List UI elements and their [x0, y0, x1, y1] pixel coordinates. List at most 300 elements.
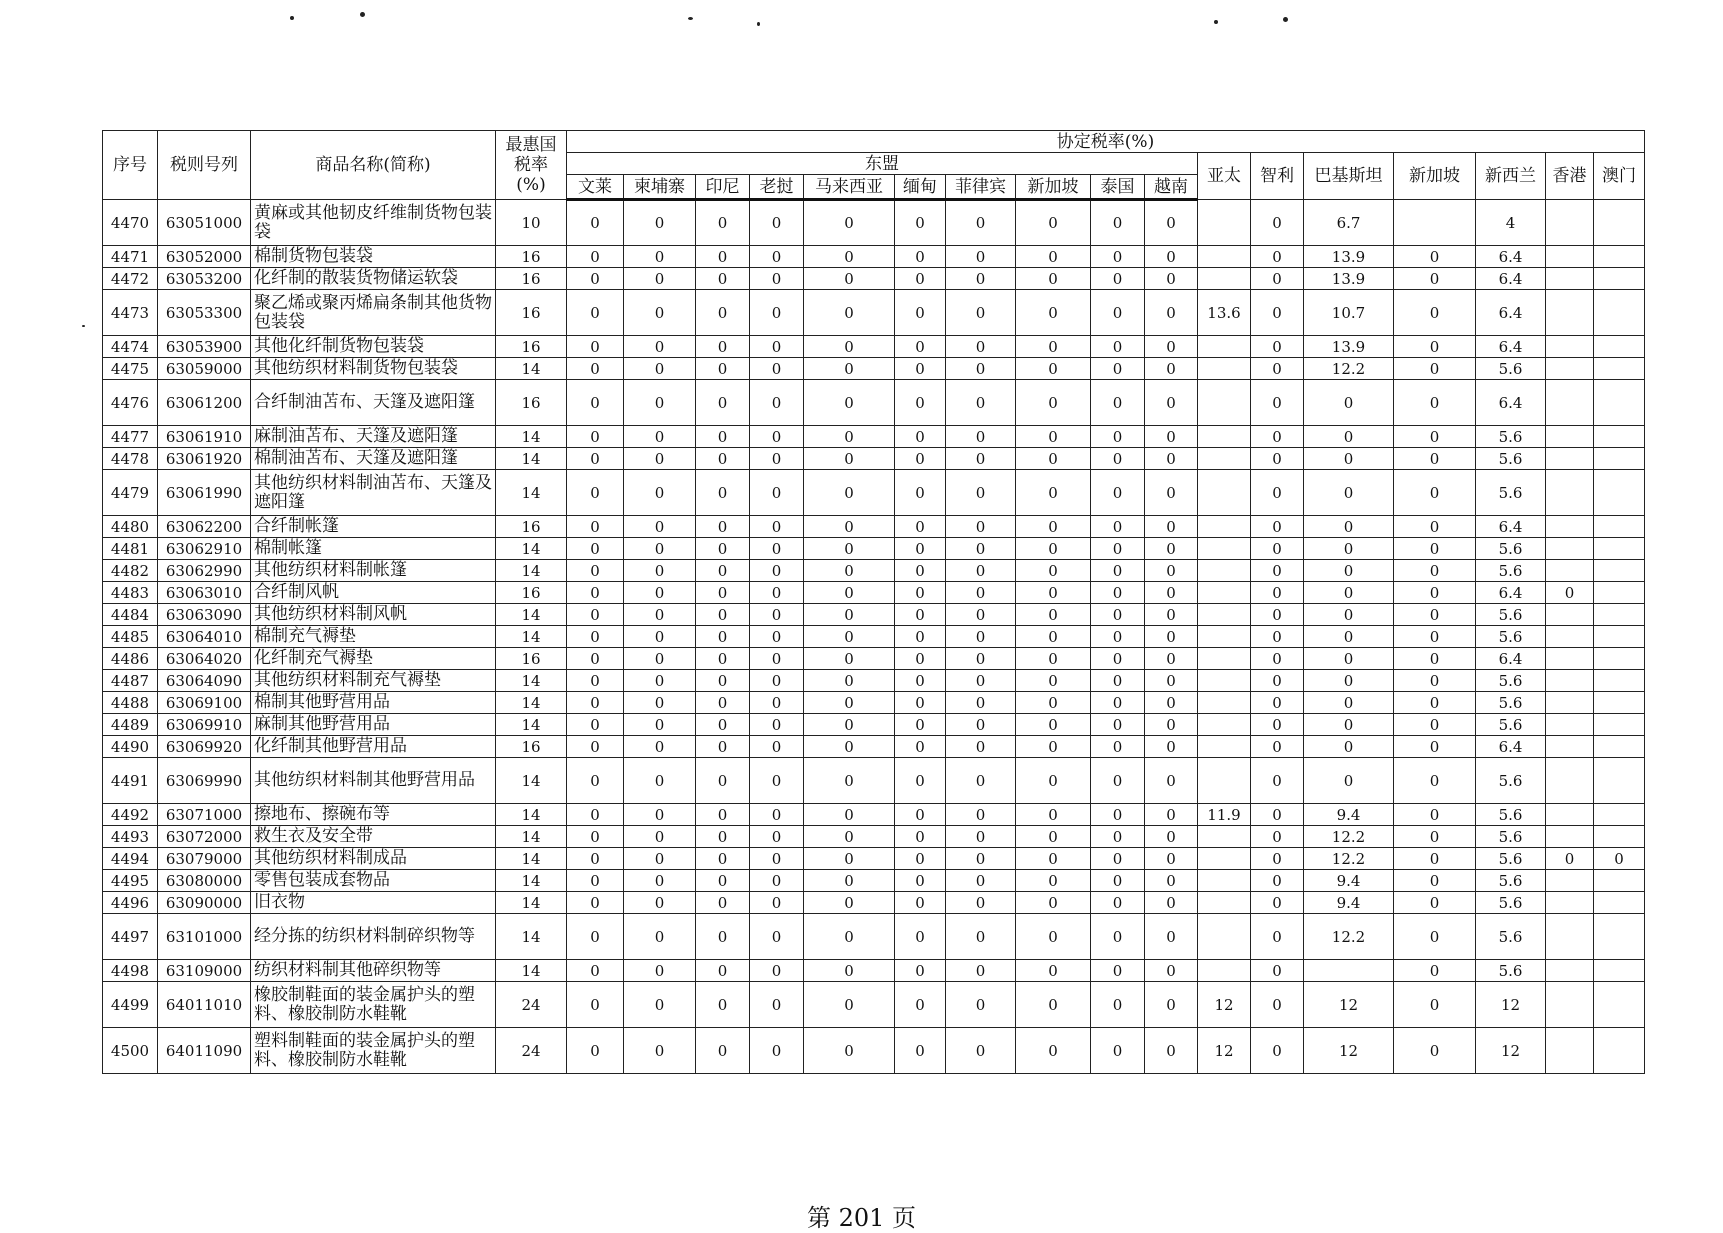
page-number: 第 201 页 — [806, 1204, 917, 1232]
scan-speck — [688, 17, 693, 20]
cell-agreement-rate — [1594, 538, 1645, 560]
header-mfn-rate: 最惠国 税率 (%) — [496, 131, 567, 200]
cell-agreement-rate — [1594, 268, 1645, 290]
header-agreement-rate: 协定税率(%) — [567, 131, 1645, 153]
header-asean-country: 马来西亚 — [804, 175, 895, 200]
cell-agreement-rate: 0 — [1251, 516, 1304, 538]
cell-mfn-rate: 16 — [496, 736, 567, 758]
cell-asean-rate: 0 — [696, 960, 750, 982]
cell-asean-rate: 0 — [750, 538, 804, 560]
cell-agreement-rate: 0 — [1394, 290, 1476, 336]
cell-name: 其他纺织材料制充气褥垫 — [251, 670, 496, 692]
cell-asean-rate: 0 — [804, 246, 895, 268]
cell-agreement-rate: 0 — [1251, 692, 1304, 714]
cell-asean-rate: 0 — [1091, 848, 1145, 870]
cell-seq: 4486 — [103, 648, 158, 670]
cell-mfn-rate: 14 — [496, 892, 567, 914]
cell-agreement-rate: 0 — [1394, 246, 1476, 268]
cell-agreement-rate: 0 — [1304, 426, 1394, 448]
cell-agreement-rate: 5.6 — [1476, 426, 1546, 448]
cell-code: 63069100 — [158, 692, 251, 714]
cell-agreement-rate: 13.9 — [1304, 246, 1394, 268]
cell-code: 63052000 — [158, 246, 251, 268]
cell-asean-rate: 0 — [750, 1028, 804, 1074]
cell-mfn-rate: 14 — [496, 538, 567, 560]
cell-agreement-rate: 5.6 — [1476, 470, 1546, 516]
cell-agreement-rate: 0 — [1251, 448, 1304, 470]
table-row — [103, 336, 1645, 358]
cell-asean-rate: 0 — [567, 892, 624, 914]
cell-asean-rate: 0 — [804, 290, 895, 336]
cell-asean-rate: 0 — [1016, 582, 1091, 604]
cell-agreement-rate: 0 — [1251, 1028, 1304, 1074]
cell-agreement-rate: 12 — [1198, 982, 1251, 1028]
cell-asean-rate: 0 — [804, 804, 895, 826]
cell-asean-rate: 0 — [696, 336, 750, 358]
cell-asean-rate: 0 — [696, 736, 750, 758]
cell-asean-rate: 0 — [946, 448, 1016, 470]
cell-agreement-rate: 5.6 — [1476, 892, 1546, 914]
cell-agreement-rate: 0 — [1394, 380, 1476, 426]
cell-agreement-rate: 6.4 — [1476, 336, 1546, 358]
header-asean-country: 缅甸 — [895, 175, 946, 200]
cell-agreement-rate — [1546, 336, 1594, 358]
cell-code: 63061910 — [158, 426, 251, 448]
cell-asean-rate: 0 — [567, 804, 624, 826]
cell-seq: 4473 — [103, 290, 158, 336]
cell-agreement-rate — [1546, 200, 1594, 246]
cell-agreement-rate: 0 — [1546, 582, 1594, 604]
cell-seq: 4480 — [103, 516, 158, 538]
cell-asean-rate: 0 — [1145, 290, 1198, 336]
cell-agreement-rate — [1594, 758, 1645, 804]
cell-asean-rate: 0 — [624, 560, 696, 582]
cell-agreement-rate — [1546, 914, 1594, 960]
cell-agreement-rate — [1198, 670, 1251, 692]
cell-seq: 4471 — [103, 246, 158, 268]
cell-code: 63051000 — [158, 200, 251, 246]
cell-asean-rate: 0 — [696, 426, 750, 448]
cell-asean-rate: 0 — [1145, 714, 1198, 736]
cell-asean-rate: 0 — [946, 516, 1016, 538]
cell-agreement-rate: 0 — [1304, 692, 1394, 714]
cell-asean-rate: 0 — [804, 892, 895, 914]
cell-asean-rate: 0 — [750, 714, 804, 736]
cell-asean-rate: 0 — [696, 538, 750, 560]
cell-agreement-rate: 10.7 — [1304, 290, 1394, 336]
header-other-country: 香港 — [1546, 153, 1594, 200]
cell-agreement-rate: 0 — [1251, 200, 1304, 246]
cell-asean-rate: 0 — [946, 626, 1016, 648]
cell-code: 63069910 — [158, 714, 251, 736]
cell-asean-rate: 0 — [1091, 670, 1145, 692]
cell-asean-rate: 0 — [946, 604, 1016, 626]
cell-agreement-rate — [1546, 268, 1594, 290]
cell-asean-rate: 0 — [567, 670, 624, 692]
cell-asean-rate: 0 — [624, 648, 696, 670]
cell-agreement-rate — [1546, 960, 1594, 982]
cell-mfn-rate: 16 — [496, 516, 567, 538]
cell-agreement-rate — [1198, 848, 1251, 870]
cell-agreement-rate: 0 — [1251, 290, 1304, 336]
cell-name: 其他纺织材料制货物包装袋 — [251, 358, 496, 380]
cell-asean-rate: 0 — [696, 604, 750, 626]
cell-asean-rate: 0 — [804, 470, 895, 516]
cell-mfn-rate: 14 — [496, 804, 567, 826]
cell-asean-rate: 0 — [750, 804, 804, 826]
cell-code: 63053900 — [158, 336, 251, 358]
cell-agreement-rate — [1198, 648, 1251, 670]
cell-asean-rate: 0 — [895, 848, 946, 870]
cell-asean-rate: 0 — [696, 804, 750, 826]
cell-asean-rate: 0 — [1091, 914, 1145, 960]
cell-agreement-rate: 0 — [1394, 804, 1476, 826]
cell-agreement-rate: 0 — [1251, 538, 1304, 560]
cell-agreement-rate: 0 — [1394, 758, 1476, 804]
cell-asean-rate: 0 — [804, 268, 895, 290]
cell-asean-rate: 0 — [624, 268, 696, 290]
cell-asean-rate: 0 — [946, 1028, 1016, 1074]
cell-agreement-rate — [1546, 892, 1594, 914]
cell-asean-rate: 0 — [624, 538, 696, 560]
cell-agreement-rate: 0 — [1304, 714, 1394, 736]
cell-mfn-rate: 14 — [496, 626, 567, 648]
cell-asean-rate: 0 — [1016, 714, 1091, 736]
cell-agreement-rate: 5.6 — [1476, 626, 1546, 648]
cell-asean-rate: 0 — [895, 470, 946, 516]
cell-agreement-rate: 0 — [1594, 848, 1645, 870]
cell-agreement-rate: 5.6 — [1476, 804, 1546, 826]
cell-asean-rate: 0 — [804, 426, 895, 448]
cell-agreement-rate — [1198, 758, 1251, 804]
cell-agreement-rate — [1546, 692, 1594, 714]
cell-code: 63069990 — [158, 758, 251, 804]
cell-agreement-rate — [1546, 426, 1594, 448]
table-row — [103, 516, 1645, 538]
cell-agreement-rate: 0 — [1394, 648, 1476, 670]
cell-asean-rate: 0 — [1091, 426, 1145, 448]
table-row — [103, 804, 1645, 826]
cell-agreement-rate — [1546, 736, 1594, 758]
cell-mfn-rate: 10 — [496, 200, 567, 246]
cell-asean-rate: 0 — [1091, 626, 1145, 648]
cell-agreement-rate — [1594, 648, 1645, 670]
cell-agreement-rate: 0 — [1546, 848, 1594, 870]
cell-agreement-rate: 0 — [1394, 358, 1476, 380]
cell-agreement-rate: 0 — [1251, 426, 1304, 448]
cell-agreement-rate: 6.7 — [1304, 200, 1394, 246]
cell-name: 经分拣的纺织材料制碎织物等 — [251, 914, 496, 960]
cell-asean-rate: 0 — [696, 982, 750, 1028]
cell-agreement-rate: 0 — [1304, 448, 1394, 470]
cell-agreement-rate: 6.4 — [1476, 648, 1546, 670]
cell-agreement-rate — [1594, 982, 1645, 1028]
cell-asean-rate: 0 — [1016, 604, 1091, 626]
header-asean-country: 菲律宾 — [946, 175, 1016, 200]
cell-seq: 4472 — [103, 268, 158, 290]
cell-asean-rate: 0 — [624, 826, 696, 848]
cell-agreement-rate — [1198, 892, 1251, 914]
cell-name: 其他纺织材料制油苫布、天篷及遮阳篷 — [251, 470, 496, 516]
cell-asean-rate: 0 — [696, 670, 750, 692]
table-row — [103, 736, 1645, 758]
table-row — [103, 870, 1645, 892]
cell-agreement-rate — [1198, 538, 1251, 560]
cell-agreement-rate: 0 — [1304, 648, 1394, 670]
cell-agreement-rate — [1594, 200, 1645, 246]
cell-asean-rate: 0 — [750, 914, 804, 960]
cell-agreement-rate — [1198, 604, 1251, 626]
cell-code: 63053300 — [158, 290, 251, 336]
cell-agreement-rate — [1198, 960, 1251, 982]
cell-asean-rate: 0 — [750, 960, 804, 982]
cell-seq: 4497 — [103, 914, 158, 960]
cell-agreement-rate — [1198, 246, 1251, 268]
cell-agreement-rate: 0 — [1394, 714, 1476, 736]
cell-asean-rate: 0 — [946, 380, 1016, 426]
cell-agreement-rate — [1546, 982, 1594, 1028]
cell-agreement-rate — [1594, 604, 1645, 626]
cell-asean-rate: 0 — [946, 892, 1016, 914]
header-asean-country: 老挝 — [750, 175, 804, 200]
cell-asean-rate: 0 — [895, 870, 946, 892]
cell-mfn-rate: 16 — [496, 380, 567, 426]
cell-agreement-rate — [1594, 470, 1645, 516]
cell-agreement-rate: 6.4 — [1476, 516, 1546, 538]
cell-asean-rate: 0 — [946, 358, 1016, 380]
cell-asean-rate: 0 — [1145, 804, 1198, 826]
cell-mfn-rate: 16 — [496, 648, 567, 670]
cell-seq: 4483 — [103, 582, 158, 604]
cell-asean-rate: 0 — [1145, 516, 1198, 538]
cell-agreement-rate: 12 — [1476, 1028, 1546, 1074]
cell-asean-rate: 0 — [624, 470, 696, 516]
cell-asean-rate: 0 — [946, 960, 1016, 982]
cell-asean-rate: 0 — [750, 648, 804, 670]
cell-asean-rate: 0 — [696, 470, 750, 516]
cell-asean-rate: 0 — [1091, 648, 1145, 670]
cell-asean-rate: 0 — [567, 582, 624, 604]
cell-asean-rate: 0 — [1145, 560, 1198, 582]
cell-agreement-rate: 0 — [1394, 960, 1476, 982]
cell-agreement-rate: 0 — [1394, 582, 1476, 604]
cell-asean-rate: 0 — [946, 648, 1016, 670]
cell-asean-rate: 0 — [1016, 982, 1091, 1028]
header-other-country: 亚太 — [1198, 153, 1251, 200]
cell-asean-rate: 0 — [804, 758, 895, 804]
cell-asean-rate: 0 — [567, 336, 624, 358]
cell-agreement-rate: 0 — [1394, 604, 1476, 626]
cell-agreement-rate: 0 — [1251, 870, 1304, 892]
cell-asean-rate: 0 — [696, 246, 750, 268]
cell-agreement-rate: 0 — [1394, 268, 1476, 290]
cell-code: 63109000 — [158, 960, 251, 982]
cell-asean-rate: 0 — [1091, 582, 1145, 604]
cell-agreement-rate — [1546, 516, 1594, 538]
cell-asean-rate: 0 — [1016, 804, 1091, 826]
cell-asean-rate: 0 — [624, 692, 696, 714]
cell-asean-rate: 0 — [567, 648, 624, 670]
cell-agreement-rate: 0 — [1251, 914, 1304, 960]
cell-asean-rate: 0 — [1091, 960, 1145, 982]
cell-agreement-rate: 0 — [1394, 914, 1476, 960]
cell-asean-rate: 0 — [1145, 1028, 1198, 1074]
cell-agreement-rate — [1594, 448, 1645, 470]
cell-asean-rate: 0 — [895, 736, 946, 758]
cell-asean-rate: 0 — [946, 470, 1016, 516]
cell-agreement-rate: 5.6 — [1476, 714, 1546, 736]
cell-agreement-rate — [1546, 358, 1594, 380]
cell-asean-rate: 0 — [1145, 670, 1198, 692]
cell-seq: 4489 — [103, 714, 158, 736]
cell-asean-rate: 0 — [750, 892, 804, 914]
cell-seq: 4474 — [103, 336, 158, 358]
cell-asean-rate: 0 — [1145, 736, 1198, 758]
cell-code: 63072000 — [158, 826, 251, 848]
cell-agreement-rate: 0 — [1394, 848, 1476, 870]
cell-agreement-rate — [1546, 714, 1594, 736]
cell-asean-rate: 0 — [567, 200, 624, 246]
header-other-country: 巴基斯坦 — [1304, 153, 1394, 200]
cell-code: 63063090 — [158, 604, 251, 626]
cell-agreement-rate: 0 — [1394, 692, 1476, 714]
header-code: 税则号列 — [158, 131, 251, 200]
cell-agreement-rate: 5.6 — [1476, 448, 1546, 470]
cell-agreement-rate: 5.6 — [1476, 914, 1546, 960]
cell-asean-rate: 0 — [624, 290, 696, 336]
cell-agreement-rate: 12.2 — [1304, 358, 1394, 380]
cell-asean-rate: 0 — [696, 648, 750, 670]
cell-agreement-rate — [1198, 736, 1251, 758]
cell-asean-rate: 0 — [946, 336, 1016, 358]
cell-agreement-rate — [1546, 290, 1594, 336]
cell-agreement-rate — [1546, 870, 1594, 892]
cell-agreement-rate: 0 — [1394, 426, 1476, 448]
cell-agreement-rate: 5.6 — [1476, 870, 1546, 892]
cell-asean-rate: 0 — [804, 826, 895, 848]
cell-mfn-rate: 14 — [496, 470, 567, 516]
cell-asean-rate: 0 — [1091, 246, 1145, 268]
cell-asean-rate: 0 — [567, 604, 624, 626]
cell-asean-rate: 0 — [895, 604, 946, 626]
cell-agreement-rate: 0 — [1251, 626, 1304, 648]
cell-asean-rate: 0 — [1091, 268, 1145, 290]
cell-asean-rate: 0 — [804, 1028, 895, 1074]
cell-asean-rate: 0 — [696, 448, 750, 470]
cell-agreement-rate: 0 — [1251, 804, 1304, 826]
cell-name: 合纤制油苫布、天篷及遮阳篷 — [251, 380, 496, 426]
cell-asean-rate: 0 — [750, 516, 804, 538]
cell-asean-rate: 0 — [1145, 470, 1198, 516]
cell-agreement-rate: 0 — [1251, 848, 1304, 870]
cell-asean-rate: 0 — [1016, 960, 1091, 982]
cell-agreement-rate — [1546, 448, 1594, 470]
cell-code: 63064090 — [158, 670, 251, 692]
cell-agreement-rate: 13.6 — [1198, 290, 1251, 336]
cell-seq: 4482 — [103, 560, 158, 582]
cell-asean-rate: 0 — [895, 380, 946, 426]
cell-seq: 4470 — [103, 200, 158, 246]
cell-asean-rate: 0 — [696, 516, 750, 538]
cell-asean-rate: 0 — [1016, 380, 1091, 426]
cell-code: 63053200 — [158, 268, 251, 290]
cell-mfn-rate: 16 — [496, 336, 567, 358]
cell-asean-rate: 0 — [946, 848, 1016, 870]
cell-seq: 4492 — [103, 804, 158, 826]
cell-asean-rate: 0 — [1016, 560, 1091, 582]
cell-asean-rate: 0 — [750, 982, 804, 1028]
cell-asean-rate: 0 — [895, 448, 946, 470]
cell-agreement-rate: 0 — [1394, 448, 1476, 470]
cell-agreement-rate: 0 — [1251, 960, 1304, 982]
cell-asean-rate: 0 — [804, 538, 895, 560]
cell-agreement-rate: 0 — [1251, 268, 1304, 290]
cell-asean-rate: 0 — [1091, 200, 1145, 246]
cell-asean-rate: 0 — [895, 358, 946, 380]
cell-agreement-rate — [1198, 448, 1251, 470]
cell-agreement-rate: 6.4 — [1476, 582, 1546, 604]
cell-name: 救生衣及安全带 — [251, 826, 496, 848]
header-asean-country: 柬埔寨 — [624, 175, 696, 200]
cell-agreement-rate: 0 — [1394, 470, 1476, 516]
cell-asean-rate: 0 — [946, 870, 1016, 892]
cell-agreement-rate: 0 — [1304, 582, 1394, 604]
cell-asean-rate: 0 — [1016, 448, 1091, 470]
cell-mfn-rate: 14 — [496, 358, 567, 380]
cell-agreement-rate: 5.6 — [1476, 358, 1546, 380]
cell-agreement-rate: 13.9 — [1304, 336, 1394, 358]
cell-agreement-rate: 0 — [1394, 982, 1476, 1028]
cell-agreement-rate: 5.6 — [1476, 604, 1546, 626]
cell-agreement-rate — [1546, 626, 1594, 648]
cell-asean-rate: 0 — [946, 804, 1016, 826]
cell-name: 棉制其他野营用品 — [251, 692, 496, 714]
cell-asean-rate: 0 — [1145, 380, 1198, 426]
table-row — [103, 290, 1645, 336]
cell-asean-rate: 0 — [567, 560, 624, 582]
cell-asean-rate: 0 — [567, 538, 624, 560]
cell-code: 63069920 — [158, 736, 251, 758]
cell-asean-rate: 0 — [1091, 380, 1145, 426]
cell-asean-rate: 0 — [750, 848, 804, 870]
cell-asean-rate: 0 — [1145, 648, 1198, 670]
cell-agreement-rate: 12.2 — [1304, 914, 1394, 960]
cell-agreement-rate: 6.4 — [1476, 290, 1546, 336]
cell-name: 棉制充气褥垫 — [251, 626, 496, 648]
cell-asean-rate: 0 — [750, 670, 804, 692]
tariff-table — [102, 130, 1645, 1074]
cell-asean-rate: 0 — [624, 426, 696, 448]
table-row — [103, 914, 1645, 960]
cell-code: 63064020 — [158, 648, 251, 670]
cell-seq: 4479 — [103, 470, 158, 516]
cell-agreement-rate: 5.6 — [1476, 848, 1546, 870]
cell-agreement-rate — [1198, 268, 1251, 290]
cell-seq: 4493 — [103, 826, 158, 848]
cell-asean-rate: 0 — [624, 200, 696, 246]
cell-seq: 4477 — [103, 426, 158, 448]
cell-code: 63062910 — [158, 538, 251, 560]
cell-asean-rate: 0 — [804, 648, 895, 670]
header-other-country: 新西兰 — [1476, 153, 1546, 200]
cell-asean-rate: 0 — [696, 892, 750, 914]
cell-asean-rate: 0 — [1016, 200, 1091, 246]
cell-asean-rate: 0 — [804, 626, 895, 648]
cell-agreement-rate: 0 — [1251, 380, 1304, 426]
cell-asean-rate: 0 — [750, 736, 804, 758]
cell-asean-rate: 0 — [750, 358, 804, 380]
cell-asean-rate: 0 — [1145, 626, 1198, 648]
